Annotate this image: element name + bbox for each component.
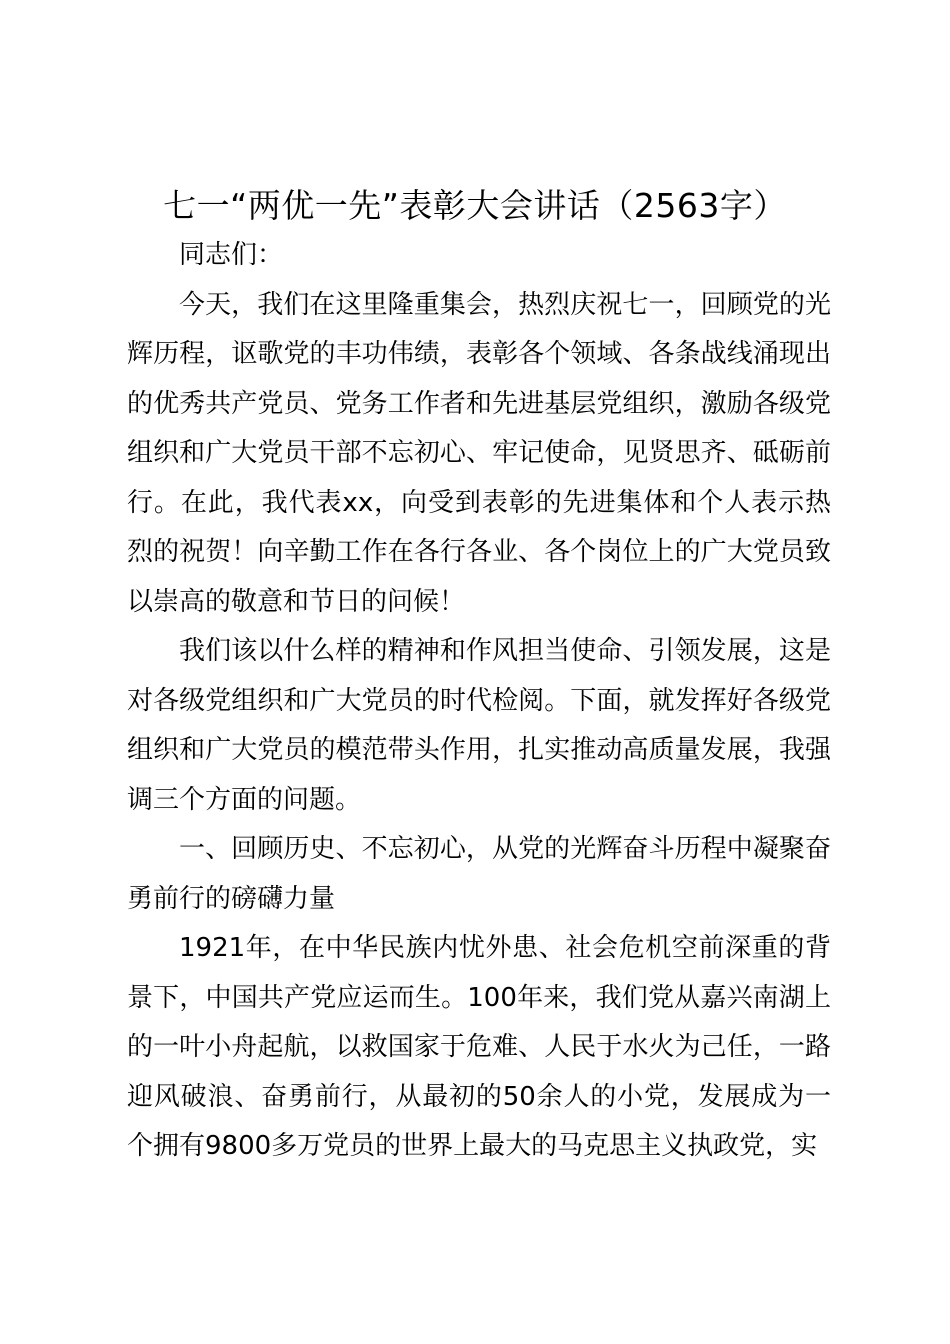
document-body: [127, 231, 831, 1172]
paragraph-opening: 今天，我们在这里隆重集会，热烈庆祝七一，回顾党的光辉历程，讴歌党的丰功伟绩，表彰各个领域、各条战线涌现出的优秀共产党员、党务工作者和先进基层党组织，激励各级党组织和广大党员干部不忘初心、牢记使命，见贤思齐、砥砺前行。在此，我代表xx，向受到表彰的先进集体和个人表示热烈的祝贺！向辛勤工作在各行各业、各个岗位上的广大党员致以崇高的敬意和节日的问候！: [127, 289, 831, 617]
section-heading: 一、回顾历史、不忘初心，从党的光辉奋斗历程中凝聚奋勇前行的磅礴力量: [127, 834, 831, 914]
paragraph-intro: 我们该以什么样的精神和作风担当使命、引领发展，这是对各级党组织和广大党员的时代检阅。下面，就发挥好各级党组织和广大党员的模范带头作用，扎实推动高质量发展，我强调三个方面的问题。: [127, 636, 831, 815]
salutation: 同志们：: [179, 240, 284, 270]
paragraph-history: 1921年，在中华民族内忧外患、社会危机空前深重的背景下，中国共产党应运而生。100年来，我们党从嘉兴南湖上的一叶小舟起航，以救国家于危难、人民于水火为己任，一路迎风破浪、奋勇前行，从最初的50余人的小党，发展成为一个拥有9800多万党员的世界上最大的马克思主义执政党，实: [127, 933, 831, 1161]
document-title: 七一“两优一先”表彰大会讲话（2563字）: [163, 186, 787, 225]
